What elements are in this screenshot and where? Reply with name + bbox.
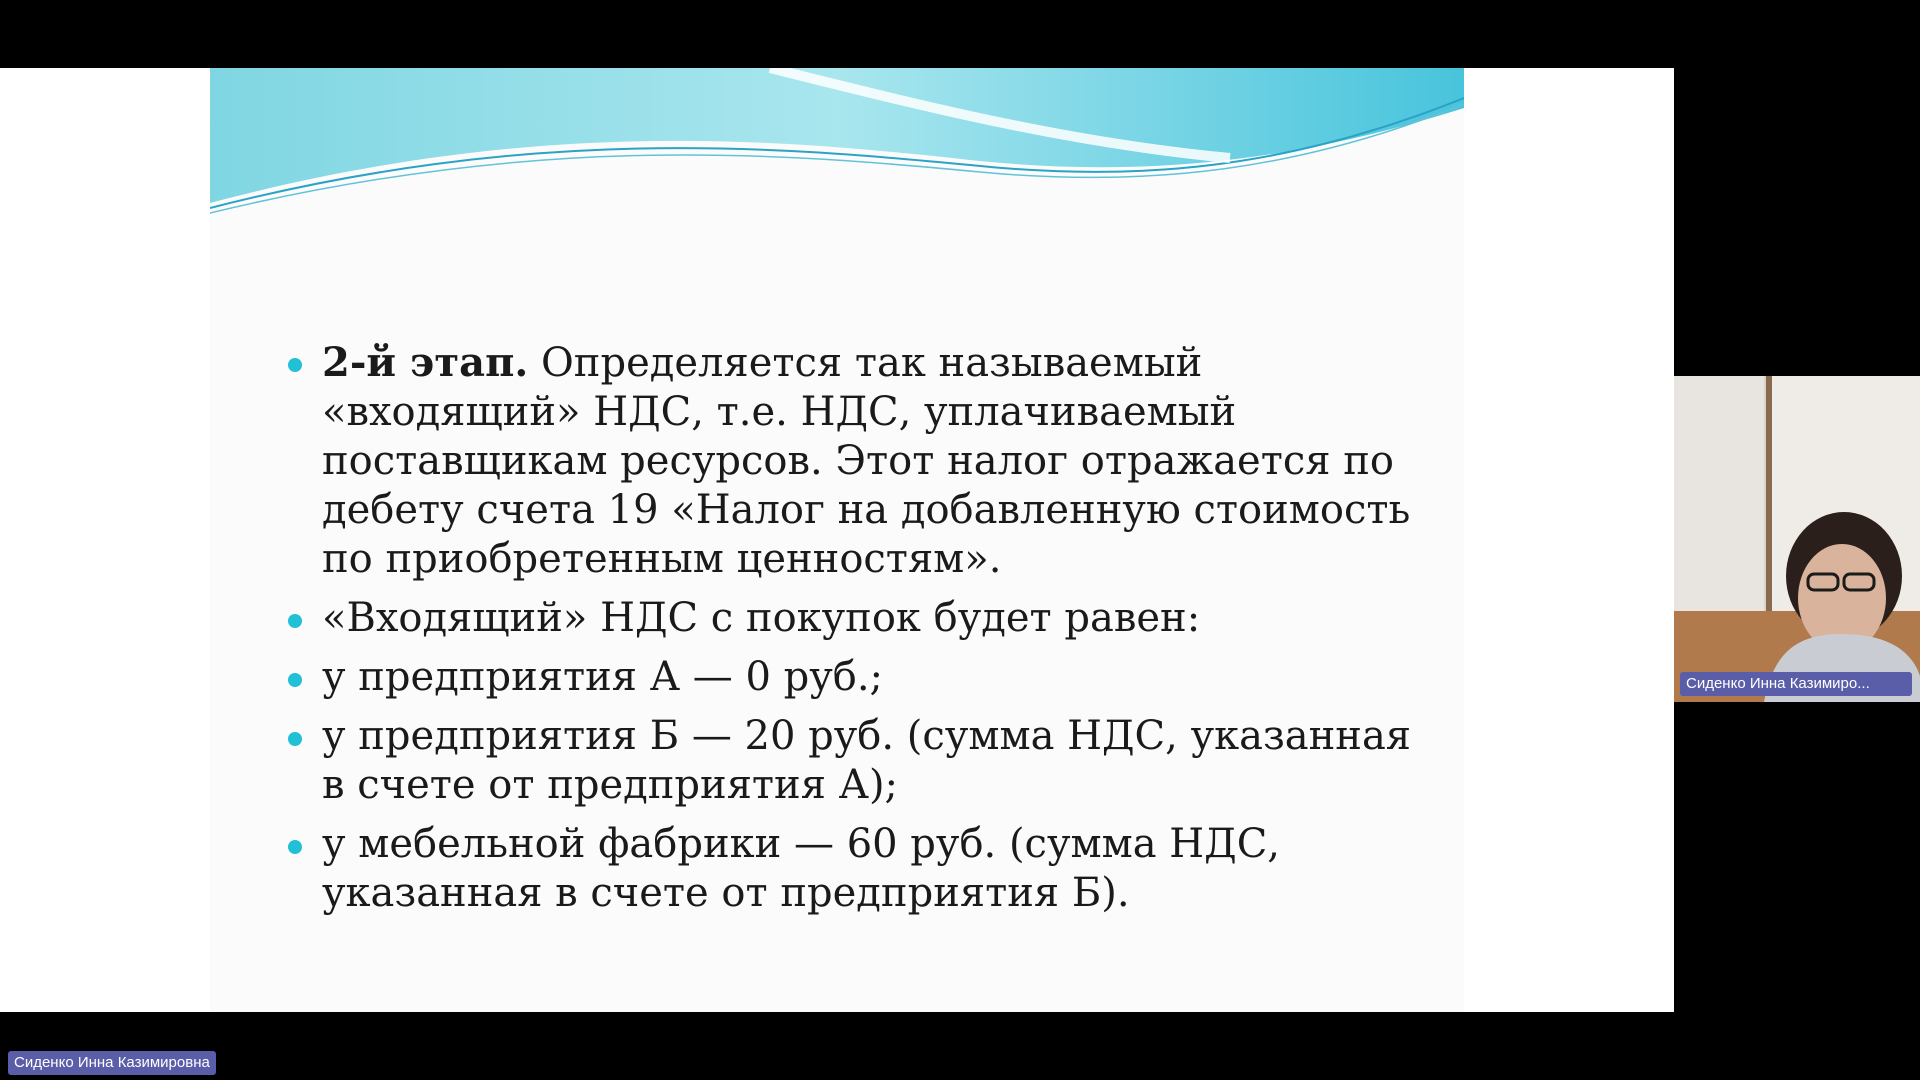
speaker-name-label: Сиденко Инна Казимиро...: [1680, 672, 1912, 696]
bullet-dot-icon: [288, 358, 302, 372]
bullet-dot-icon: [288, 840, 302, 854]
bullet-text: у предприятия А — 0 руб.;: [322, 654, 884, 700]
bullet-heading: 2-й этап.: [322, 339, 529, 386]
screen-share-area: [0, 68, 1674, 1012]
presenter-name-label: Сиденко Инна Казимировна: [8, 1051, 216, 1075]
bullet-text: «Входящий» НДС с покупок будет равен:: [322, 595, 1201, 641]
bullet-text: у предприятия Б — 20 руб. (сумма НДС, указанная в счете от предприятия А);: [322, 713, 1412, 808]
bullet-dot-icon: [288, 732, 302, 746]
speaker-video-tile[interactable]: [1674, 376, 1920, 702]
bullet-text: у мебельной фабрики — 60 руб. (сумма НДС, указанная в счете от предприятия Б).: [322, 821, 1281, 916]
slide-body: [288, 338, 1418, 928]
bullet-item: [288, 338, 1418, 584]
bullet-item: [288, 820, 1418, 918]
bullet-item: [288, 653, 1418, 702]
slide-wave-banner: [210, 68, 1464, 218]
bullet-dot-icon: [288, 673, 302, 687]
bullet-text: Определяется так называемый «входящий» НДС, т.е. НДС, уплачиваемый поставщикам ресурсов. Этот налог отражается по дебету счета 19 «Налог на добавленную стоимость по приобретенным ценностям».: [322, 340, 1411, 582]
bullet-item: [288, 712, 1418, 810]
speaker-video-feed: [1674, 376, 1920, 702]
bullet-dot-icon: [288, 614, 302, 628]
bullet-list: [288, 338, 1418, 918]
bullet-item: [288, 594, 1418, 643]
presentation-slide: [210, 68, 1464, 1012]
